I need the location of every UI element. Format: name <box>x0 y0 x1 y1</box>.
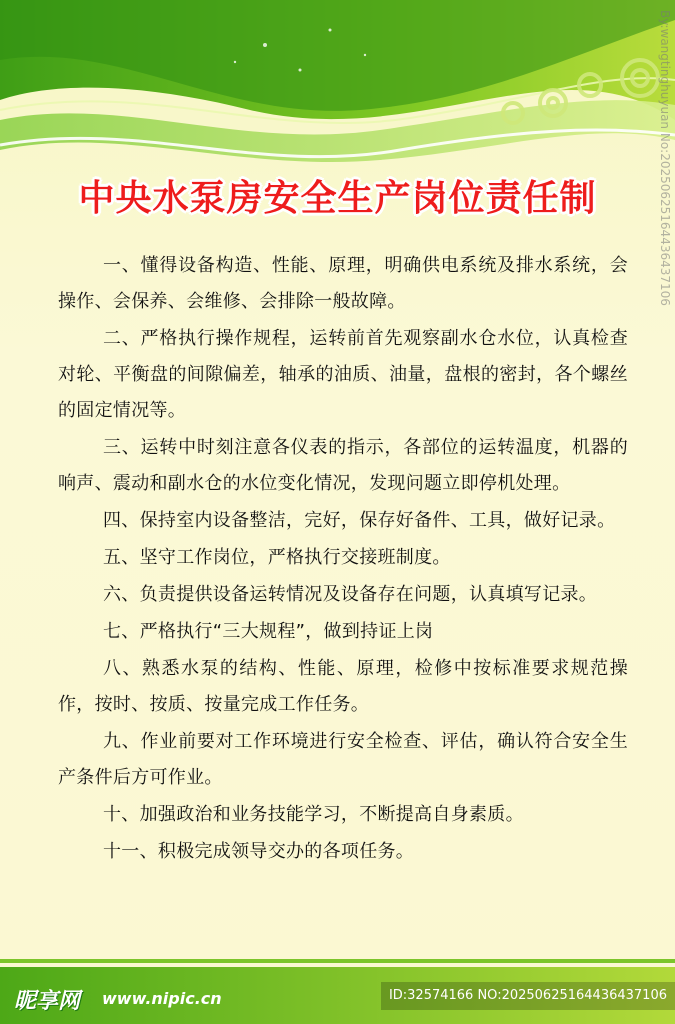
list-item: 三、运转中时刻注意各仪表的指示，各部位的运转温度，机器的响声、震动和副水仓的水位变化情况，发现问题立即停机处理。 <box>58 437 628 494</box>
list-item: 五、坚守工作岗位，严格执行交接班制度。 <box>103 547 451 568</box>
site-url: www.nipic.cn <box>102 989 222 1008</box>
list-item: 二、严格执行操作规程，运转前首先观察副水仓水位，认真检查对轮、平衡盘的间隙偏差，轴承的油质、油量，盘根的密封，各个螺丝的固定情况等。 <box>58 328 628 421</box>
page-title: 中央水泵房安全生产岗位责任制 <box>78 178 597 219</box>
side-watermark: By:wangtinghuyuan No:20250625164436437106 <box>658 10 672 306</box>
list-item: 九、作业前要对工作环境进行安全检查、评估，确认符合安全生产条件后方可作业。 <box>58 731 628 788</box>
list-item: 七、严格执行“三大规程”，做到持证上岗 <box>103 621 434 642</box>
list-item: 六、负责提供设备运转情况及设备存在问题，认真填写记录。 <box>103 584 598 605</box>
list-item: 十、加强政治和业务技能学习，不断提高自身素质。 <box>103 804 524 825</box>
site-logo: 昵享网 <box>14 989 81 1014</box>
content-body <box>58 248 628 871</box>
list-item: 一、懂得设备构造、性能、原理，明确供电系统及排水系统，会操作、会保养、会维修、会排除一般故障。 <box>58 255 628 312</box>
list-item: 十一、积极完成领导交办的各项任务。 <box>103 841 415 862</box>
image-id-bar: ID:32574166 NO:20250625164436437106 <box>381 982 675 1010</box>
list-item: 四、保持室内设备整洁，完好，保存好备件、工具，做好记录。 <box>103 510 616 531</box>
list-item: 八、熟悉水泵的结构、性能、原理，检修中按标准要求规范操作，按时、按质、按量完成工作任务。 <box>58 658 628 715</box>
header-decoration <box>0 0 675 190</box>
